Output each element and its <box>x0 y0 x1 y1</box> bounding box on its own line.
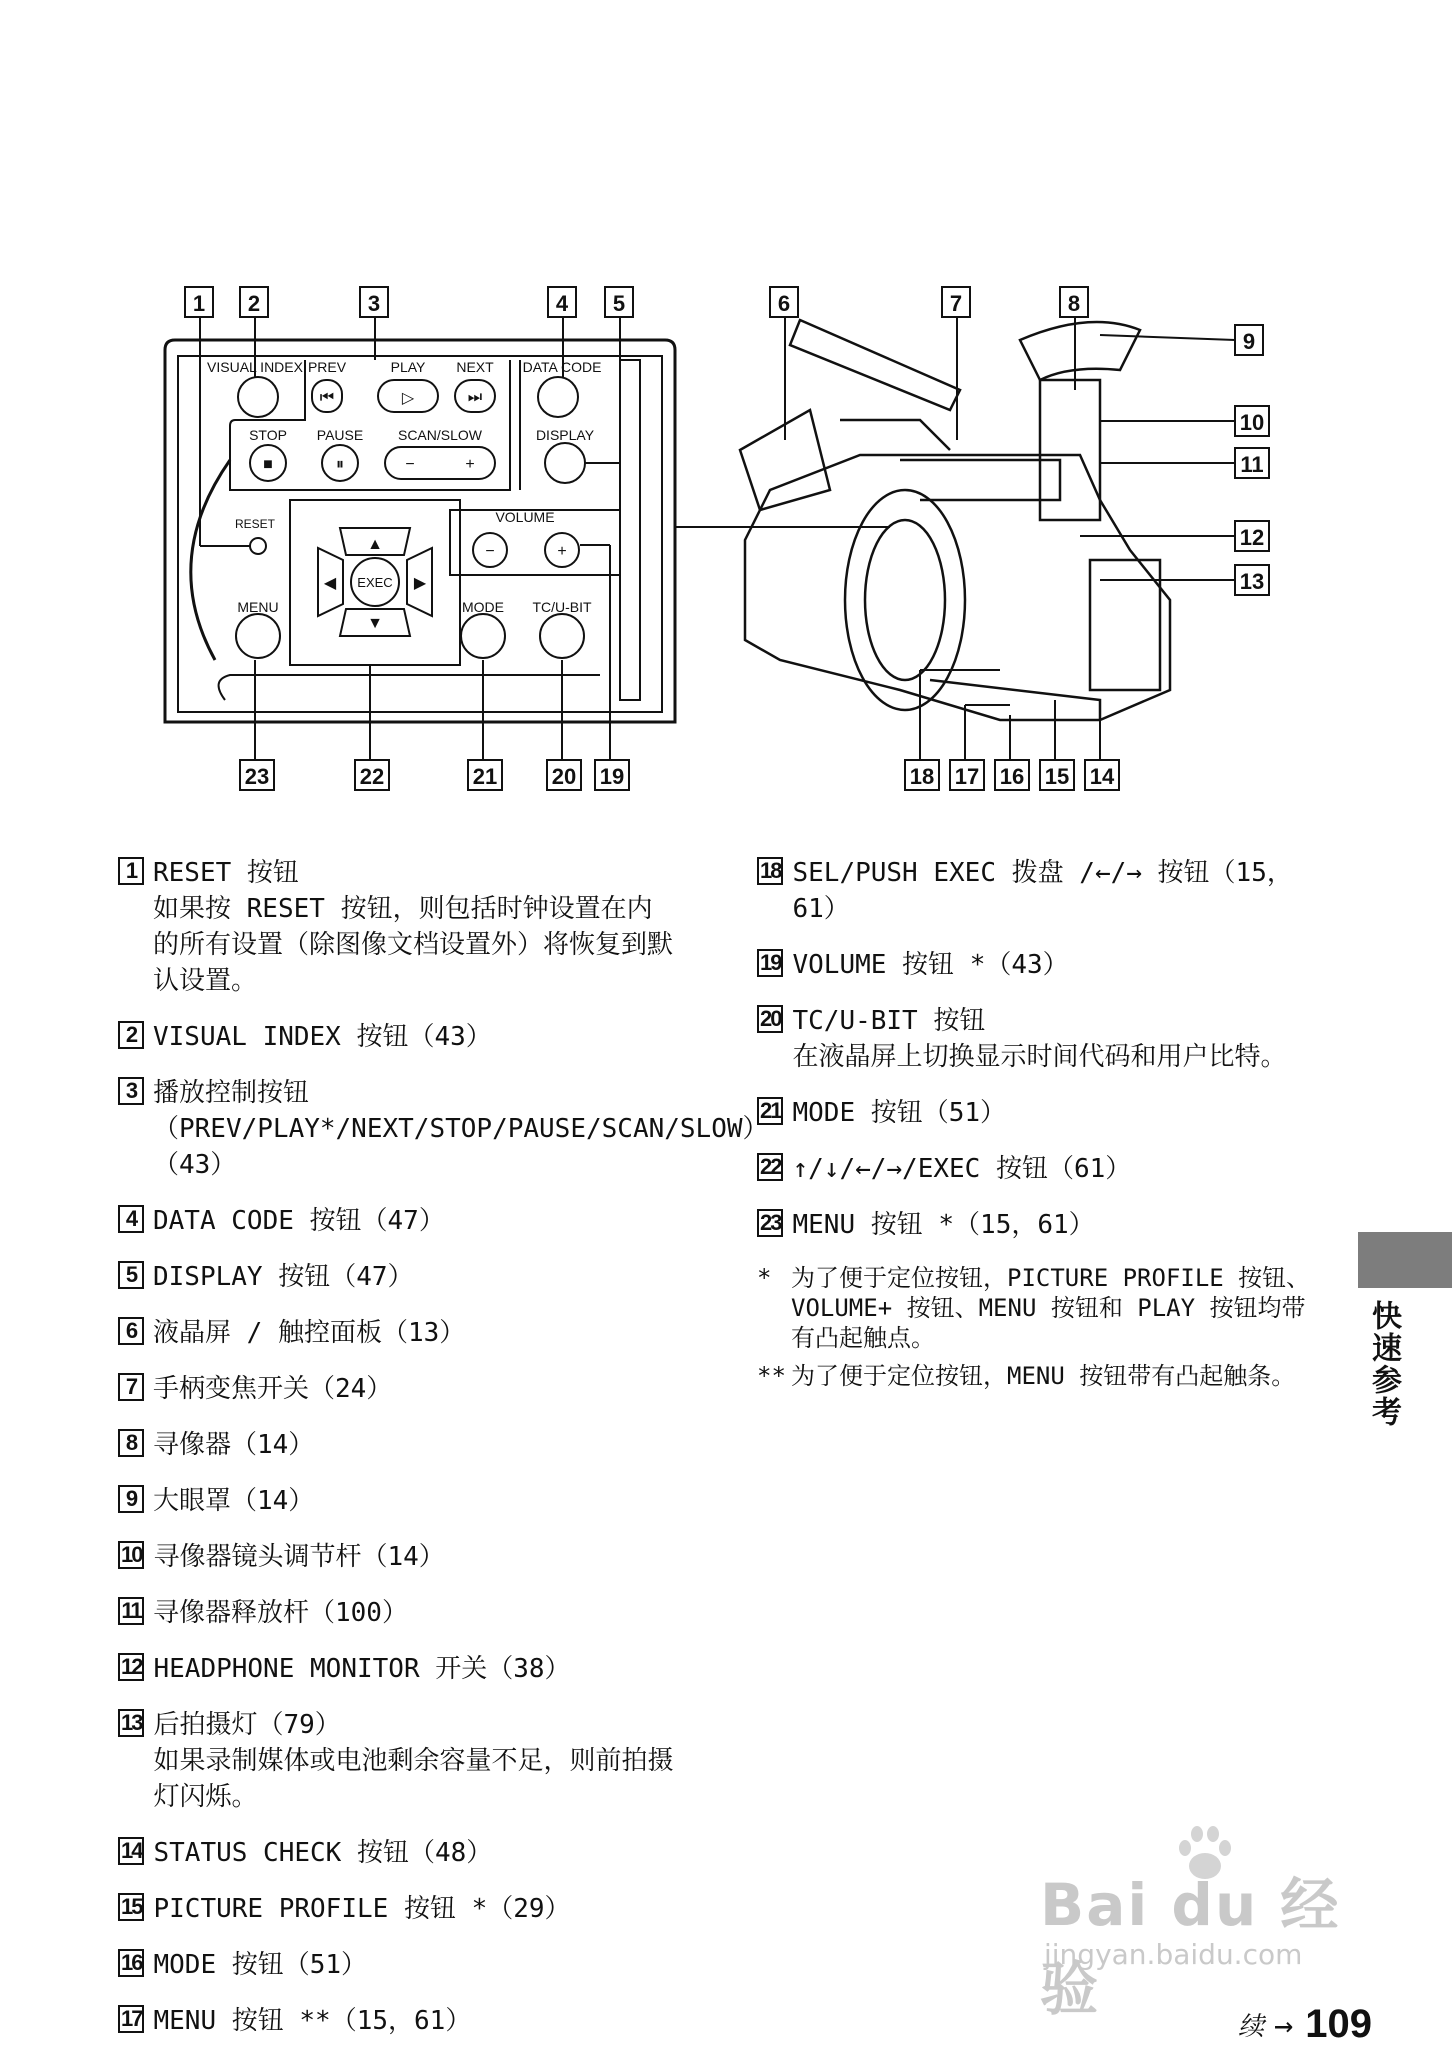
item-list-right <box>757 855 1317 1391</box>
item-number: 21 <box>757 1097 783 1125</box>
tc-ubit-label: TC/U-BIT <box>532 599 592 615</box>
list-item <box>118 1707 678 1815</box>
list-item <box>118 1203 678 1239</box>
item-label: MODE 按钮（51） <box>792 1098 1007 1128</box>
footnote-text: 为了便于定位按钮，MENU 按钮带有凸起触条。 <box>791 1362 1296 1390</box>
footnote-text: 为了便于定位按钮，PICTURE PROFILE 按钮、VOLUME+ 按钮、MENU 按钮和 PLAY 按钮均带有凸起触点。 <box>791 1264 1311 1352</box>
page-footer <box>1238 2002 1372 2047</box>
up-arrow-icon: ▲ <box>367 536 383 553</box>
item-label: 大眼罩（14） <box>153 1486 315 1516</box>
list-item <box>118 1947 678 1983</box>
callout-number: 15 <box>1044 764 1070 789</box>
item-label: TC/U-BIT 按钮 <box>792 1006 986 1036</box>
list-item <box>757 1151 1317 1187</box>
item-number: 15 <box>118 1893 144 1921</box>
item-number: 16 <box>118 1949 144 1977</box>
callout-number: 20 <box>551 764 577 789</box>
item-number: 14 <box>118 1837 144 1865</box>
list-item <box>757 1003 1317 1075</box>
pause-icon: ⏸ <box>335 456 345 473</box>
callout-number: 22 <box>359 764 385 789</box>
item-label: 后拍摄灯（79） <box>153 1710 341 1740</box>
data-code-label: DATA CODE <box>522 359 602 375</box>
item-label: 手柄变焦开关（24） <box>153 1374 393 1404</box>
continued-label: 续 <box>1238 2012 1265 2042</box>
list-item <box>118 1595 678 1631</box>
callout-number: 7 <box>949 291 963 316</box>
item-label: 寻像器释放杆（100） <box>153 1598 408 1628</box>
volume-minus-icon: − <box>485 543 495 560</box>
item-number: 2 <box>118 1021 144 1049</box>
next-icon: ⏭ <box>467 389 483 406</box>
section-label: 快速参考 <box>1366 1300 1401 1428</box>
visual-index-label: VISUAL INDEX <box>207 359 303 375</box>
list-item <box>757 947 1317 983</box>
callout-number: 1 <box>192 291 206 316</box>
section-tab <box>1358 1232 1452 1288</box>
callout-number: 14 <box>1089 764 1115 789</box>
list-item <box>118 1315 678 1351</box>
item-number: 8 <box>118 1429 144 1457</box>
item-number: 23 <box>757 1209 783 1237</box>
footnote-mark: * <box>757 1264 772 1292</box>
list-item <box>118 1075 769 1183</box>
stop-icon: ■ <box>263 456 273 473</box>
list-item <box>118 1891 678 1927</box>
callout-number: 2 <box>247 291 261 316</box>
item-number: 19 <box>757 949 783 977</box>
callout-number: 19 <box>599 764 625 789</box>
list-item <box>118 1427 678 1463</box>
stop-label: STOP <box>249 427 287 443</box>
item-label: VOLUME 按钮 *（43） <box>792 950 1069 980</box>
callout-number: 18 <box>909 764 935 789</box>
item-label: HEADPHONE MONITOR 开关（38） <box>153 1654 571 1684</box>
prev-label: PREV <box>307 359 347 375</box>
item-number: 17 <box>118 2005 144 2033</box>
plus-icon: + <box>465 456 475 473</box>
footnotes <box>757 1263 1317 1391</box>
callout-number: 17 <box>954 764 980 789</box>
item-label: 液晶屏 / 触控面板（13） <box>153 1318 466 1348</box>
list-item <box>118 1835 678 1871</box>
volume-plus-icon: + <box>557 543 567 560</box>
play-icon: ▷ <box>401 390 415 407</box>
continued-arrow-icon: → <box>1274 2005 1294 2044</box>
item-number: 10 <box>118 1541 144 1569</box>
item-label: ↑/↓/←/→/EXEC 按钮（61） <box>792 1154 1132 1184</box>
list-item <box>757 1207 1317 1243</box>
list-item <box>118 1539 678 1575</box>
item-number: 5 <box>118 1261 144 1289</box>
mode-label: MODE <box>462 599 504 615</box>
item-label: 寻像器镜头调节杆（14） <box>153 1542 445 1572</box>
list-item <box>757 1095 1317 1131</box>
list-item <box>118 1483 678 1519</box>
item-number: 20 <box>757 1005 783 1033</box>
item-list-left <box>118 855 769 2059</box>
callout-number: 3 <box>367 291 381 316</box>
dial-arc <box>191 460 230 660</box>
visual-index-button-shape <box>238 377 278 417</box>
item-label: MENU 按钮 *（15，61） <box>792 1210 1095 1240</box>
item-label: VISUAL INDEX 按钮（43） <box>153 1022 492 1052</box>
item-number: 1 <box>118 857 144 885</box>
callout-number: 4 <box>555 291 569 316</box>
callout-number: 16 <box>999 764 1025 789</box>
list-item <box>118 1019 678 1055</box>
item-label: MENU 按钮 **（15，61） <box>153 2006 472 2036</box>
callout-number: 5 <box>612 291 626 316</box>
minus-icon: − <box>405 456 415 473</box>
item-label: DISPLAY 按钮（47） <box>153 1262 414 1292</box>
item-description: 如果录制媒体或电池剩余容量不足，则前拍摄灯闪烁。 <box>153 1746 674 1812</box>
item-label: STATUS CHECK 按钮（48） <box>153 1838 493 1868</box>
item-number: 9 <box>118 1485 144 1513</box>
watermark-url: jingyan.baidu.com <box>1044 1938 1303 1971</box>
list-item <box>118 2003 678 2039</box>
item-number: 18 <box>757 857 783 885</box>
right-arrow-icon: ▶ <box>413 575 427 592</box>
item-label: MODE 按钮（51） <box>153 1950 368 1980</box>
left-arrow-icon: ◀ <box>323 575 337 592</box>
watermark-brand: Bai du 经验 <box>1040 1871 1341 2023</box>
item-number: 11 <box>118 1597 144 1625</box>
item-number: 4 <box>118 1205 144 1233</box>
volume-label: VOLUME <box>495 509 555 525</box>
callout-number: 23 <box>244 764 270 789</box>
item-label: PICTURE PROFILE 按钮 *（29） <box>153 1894 571 1924</box>
callout-number: 21 <box>472 764 498 789</box>
camera-diagram <box>0 0 1452 800</box>
item-number: 22 <box>757 1153 783 1181</box>
item-number: 12 <box>118 1653 144 1681</box>
scan-slow-label: SCAN/SLOW <box>397 427 483 443</box>
page-number: 109 <box>1305 2002 1373 2046</box>
item-description: 如果按 RESET 按钮，则包括时钟设置在内的所有设置（除图像文档设置外）将恢复到默认设置。 <box>153 894 674 996</box>
item-description: 在液晶屏上切换显示时间代码和用户比特。 <box>792 1042 1287 1072</box>
item-number: 3 <box>118 1077 144 1105</box>
camcorder-drawing <box>740 320 1170 720</box>
callout-number: 8 <box>1067 291 1081 316</box>
callout-number: 11 <box>1240 452 1264 477</box>
item-label: 寻像器（14） <box>153 1430 315 1460</box>
callout-number: 13 <box>1239 569 1265 594</box>
pause-label: PAUSE <box>316 427 364 443</box>
list-item <box>757 855 1317 927</box>
list-item <box>118 1651 678 1687</box>
callout-number: 6 <box>777 291 791 316</box>
item-label: SEL/PUSH EXEC 拨盘 /←/→ 按钮（15，61） <box>792 858 1293 924</box>
down-arrow-icon: ▼ <box>367 615 383 632</box>
list-item <box>118 1259 678 1295</box>
item-label: DATA CODE 按钮（47） <box>153 1206 445 1236</box>
list-item <box>118 1371 678 1407</box>
footnote <box>757 1263 1317 1353</box>
item-label: RESET 按钮 <box>153 858 299 888</box>
menu-label: MENU <box>237 599 279 615</box>
play-label: PLAY <box>390 359 426 375</box>
callout-number: 12 <box>1239 525 1265 550</box>
footnote-mark: ** <box>757 1362 786 1390</box>
item-number: 7 <box>118 1373 144 1401</box>
reset-label: RESET <box>234 517 276 531</box>
callout-number: 9 <box>1242 329 1256 354</box>
display-label: DISPLAY <box>535 427 595 443</box>
item-label: 播放控制按钮（PREV/PLAY*/NEXT/STOP/PAUSE/SCAN/SLOW）（43） <box>153 1078 769 1180</box>
prev-icon: ⏮ <box>319 389 335 406</box>
list-item <box>118 855 678 999</box>
next-label: NEXT <box>456 359 494 375</box>
footnote <box>757 1361 1317 1391</box>
callout-number: 10 <box>1239 410 1265 435</box>
item-number: 13 <box>118 1709 144 1737</box>
watermark <box>1040 1820 1360 2023</box>
item-number: 6 <box>118 1317 144 1345</box>
exec-label: EXEC <box>357 575 393 590</box>
